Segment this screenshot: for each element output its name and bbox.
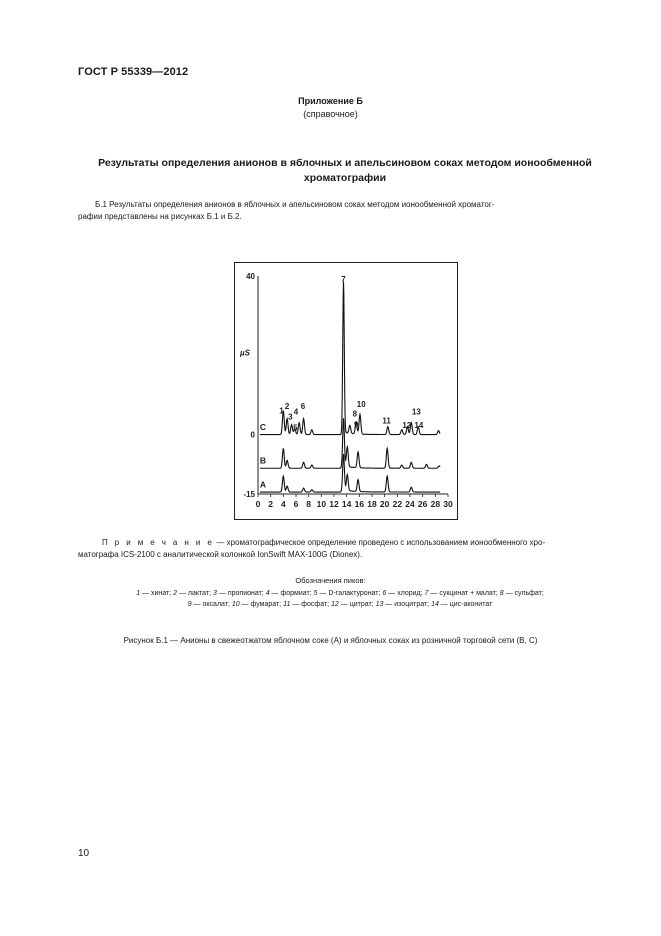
x-tick-label: 16: [354, 499, 365, 509]
legend-item-number: 11: [283, 601, 291, 608]
peak-label: 11: [382, 416, 391, 426]
peak-label: 2: [284, 401, 290, 411]
legend-item-name: — хлорид;: [386, 590, 425, 597]
peak-label: 5: [293, 423, 298, 433]
y-tick-label: 0: [250, 430, 255, 440]
legend-item-name: — D-галактуронат;: [317, 590, 383, 597]
legend-item: [232, 601, 283, 608]
legend-item-number: 4: [265, 590, 270, 597]
trace-label-A: A: [259, 479, 267, 490]
note-line1: [78, 537, 618, 549]
peak-label: 3: [288, 412, 293, 422]
legend-item-name: — лактат;: [177, 590, 214, 597]
legend-item: [382, 590, 424, 597]
legend-item: [283, 601, 331, 608]
y-tick-label: 40: [246, 272, 255, 281]
legend-item-number: 12: [331, 601, 339, 608]
legend-item-number: 3: [213, 590, 217, 597]
x-tick-label: 4: [280, 499, 286, 509]
legend-item: [331, 601, 376, 608]
legend-item: [173, 590, 213, 597]
paragraph-line2: рафии представлены на рисунках Б.1 и Б.2.: [78, 212, 242, 221]
legend-item: [431, 601, 492, 608]
legend-item-name: — сукцинат + малат;: [428, 590, 500, 597]
legend-item-name: — цис-аконитат: [438, 601, 493, 608]
legend-item-number: 5: [313, 590, 318, 597]
legend-item-number: 6: [382, 590, 387, 597]
legend-item-name: — хинат;: [140, 590, 174, 597]
peak-label: 9: [353, 420, 359, 430]
peak-legend-title: Обозначения пиков:: [295, 576, 366, 585]
x-tick-label: 30: [443, 499, 453, 509]
section-title-line2: хроматографии: [303, 172, 387, 184]
legend-item: [314, 590, 383, 597]
legend-item-name: — фосфат;: [290, 601, 332, 608]
legend-item: [266, 590, 314, 597]
standard-header: ГОСТ Р 55339—2012: [78, 66, 189, 78]
legend-item: [376, 601, 431, 608]
x-tick-label: 22: [392, 499, 403, 509]
note-text2: матографа ICS-2100 с аналитической колонкой IonSwift MAX-100G (Dionex).: [78, 550, 363, 559]
peak-label: 4: [293, 407, 299, 417]
peak-label: 1: [279, 406, 284, 416]
legend-item-name: — пропионат;: [216, 590, 266, 597]
legend-item-name: — сульфат;: [503, 590, 544, 597]
x-tick-label: 12: [329, 499, 339, 509]
paragraph-b1: [78, 199, 618, 223]
legend-item-number: 9: [187, 601, 192, 608]
x-tick-label: 2: [268, 499, 274, 509]
legend-item: [425, 590, 500, 597]
legend-item: [213, 590, 266, 597]
y-axis-label: µS: [240, 348, 250, 358]
x-tick-label: 8: [306, 499, 312, 509]
peak-label: 7: [341, 274, 346, 284]
peak-label: 10: [356, 399, 366, 409]
x-tick-label: 14: [341, 499, 352, 509]
y-tick-label: -15: [243, 490, 255, 499]
appendix-type: (справочное): [303, 109, 358, 119]
legend-item: [188, 601, 232, 608]
x-tick-label: 0: [255, 499, 261, 509]
x-tick-label: 18: [367, 499, 377, 509]
legend-item: [500, 590, 544, 597]
legend-item-name: — фумарат;: [239, 601, 284, 608]
peak-legend: [60, 588, 620, 610]
legend-item-number: 1: [136, 590, 141, 597]
legend-item-number: 13: [375, 601, 384, 608]
legend-item-number: 2: [173, 590, 178, 597]
x-tick-label: 20: [379, 499, 390, 509]
x-tick-label: 28: [430, 499, 441, 509]
note-label: П р и м е ч а н и е: [102, 538, 215, 547]
legend-item-number: 10: [231, 601, 240, 608]
legend-item-number: 8: [499, 590, 504, 597]
peak-label: 14: [414, 421, 424, 431]
legend-item-name: — цитрат;: [338, 601, 376, 608]
legend-item-number: 14: [431, 601, 439, 608]
peak-label: 6: [300, 401, 306, 411]
legend-item-name: — оксалат;: [191, 601, 232, 608]
section-title-line1: Результаты определения анионов в яблочных и апельсиновом соках методом ионообменной: [98, 157, 592, 169]
legend-item-name: — формиат;: [269, 590, 314, 597]
legend-item-number: 7: [424, 590, 429, 597]
page-number: 10: [78, 848, 90, 859]
legend-item-name: — изоцитрат;: [383, 601, 432, 608]
peak-label: 13: [411, 407, 421, 417]
trace-label-C: C: [259, 421, 267, 432]
x-tick-label: 26: [417, 499, 428, 509]
figure-caption: Рисунок Б.1 — Анионы в свежеотжатом яблочном соке (A) и яблочных соках из розничной торговой сети (B, C): [123, 636, 538, 645]
figure-note: [78, 537, 618, 561]
x-tick-label: 24: [405, 499, 415, 509]
peak-label: 12: [402, 421, 412, 431]
trace-label-B: B: [259, 455, 267, 466]
note-text1: — хроматографическое определение проведено с использованием ионообменного хро-: [214, 538, 546, 547]
section-title: [70, 156, 620, 186]
x-tick-label: 10: [316, 499, 327, 509]
chromatogram-figure: [234, 262, 458, 520]
paragraph-line1: Б.1 Результаты определения анионов в яблочных и апельсиновом соках методом ионообменной хроматог-: [95, 200, 495, 209]
legend-item: [136, 590, 173, 597]
x-tick-label: 6: [293, 499, 299, 509]
appendix-label: Приложение Б: [298, 96, 363, 106]
peak-label: 8: [352, 409, 358, 419]
